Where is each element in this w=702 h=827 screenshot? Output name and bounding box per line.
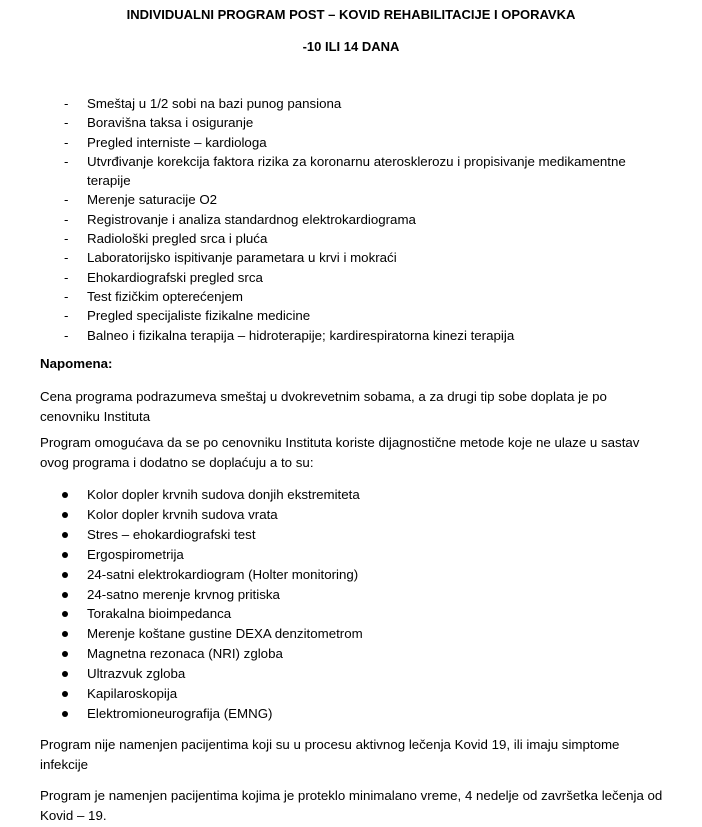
bullet-dot-icon <box>62 691 68 697</box>
included-service-item <box>0 287 660 306</box>
bullet-dot-icon <box>62 532 68 538</box>
included-service-text: Registrovanje i analiza standardnog elektrokardiograma <box>87 211 416 227</box>
extra-diagnostic-text: 24-satni elektrokardiogram (Holter monitoring) <box>87 566 359 582</box>
extra-diagnostic-text: Torakalna bioimpedanca <box>87 606 232 622</box>
bullet-dot-icon <box>62 492 68 498</box>
extra-diagnostics-list <box>0 485 660 724</box>
included-service-text: Pregled specijaliste fizikalne medicine <box>87 308 311 324</box>
note-paragraph-extras: Program omogućava da se po cenovniku Instituta koriste dijagnostične metode koje ne ulaze u sastav ovog programa i dodatno se doplaćuju a to su: <box>40 435 640 470</box>
dash-marker: - <box>64 269 69 285</box>
extra-diagnostic-text: Kapilaroskopija <box>87 686 178 702</box>
closing-paragraph-exclusion: Program nije namenjen pacijentima koji su u procesu aktivnog lečenja Kovid 19, ili imaju simptome infekcije <box>40 737 620 772</box>
closing-paragraph-eligibility: Program je namenjen pacijentima kojima je proteklo minimalano vreme, 4 nedelje od završetka lečenja od Kovid – 19. <box>40 788 663 823</box>
included-service-text: Radiološki pregled srca i pluća <box>87 231 268 247</box>
extra-diagnostic-text: Kolor dopler krvnih sudova vrata <box>87 506 278 522</box>
included-service-text: Boravišna taksa i osiguranje <box>87 115 254 131</box>
extra-diagnostic-text: Elektromioneurografija (EMNG) <box>87 705 273 721</box>
dash-marker: - <box>64 231 69 247</box>
extra-diagnostic-text: 24-satno merenje krvnog pritiska <box>87 586 280 602</box>
included-service-text: Balneo i fizikalna terapija – hidroterapije; kardirespiratorna kinezi terapija <box>87 327 515 343</box>
bullet-dot-icon <box>62 631 68 637</box>
dash-marker: - <box>64 115 69 131</box>
extra-diagnostic-text: Magnetna rezonaca (NRI) zgloba <box>87 646 283 662</box>
included-service-text: Merenje saturacije O2 <box>87 192 218 208</box>
extra-diagnostic-item <box>0 604 660 624</box>
document-title: INDIVIDUALNI PROGRAM POST – KOVID REHABILITACIJE I OPORAVKA <box>126 7 576 22</box>
extra-diagnostic-item <box>0 684 660 704</box>
bullet-dot-icon <box>62 592 68 598</box>
bullet-dot-icon <box>62 572 68 578</box>
included-service-item <box>0 248 660 267</box>
included-service-text: Pregled interniste – kardiologa <box>87 134 267 150</box>
dash-marker: - <box>64 308 69 324</box>
extra-diagnostic-item <box>0 485 660 505</box>
extra-diagnostic-text: Stres – ehokardiografski test <box>87 526 256 542</box>
included-service-text: Smeštaj u 1/2 sobi na bazi punog pansiona <box>87 96 342 111</box>
extra-diagnostic-item <box>0 525 660 545</box>
included-service-item <box>0 306 660 325</box>
bullet-dot-icon <box>62 611 68 617</box>
bullet-dot-icon <box>62 552 68 558</box>
extra-diagnostic-text: Ergospirometrija <box>87 546 184 562</box>
dash-marker: - <box>64 192 69 208</box>
dash-marker: - <box>64 134 69 150</box>
document-subtitle: -10 ILI 14 DANA <box>302 39 400 54</box>
dash-marker: - <box>64 250 69 266</box>
note-heading: Napomena: <box>40 356 113 371</box>
extra-diagnostic-item <box>0 585 660 605</box>
extra-diagnostic-item <box>0 565 660 585</box>
included-service-item <box>0 326 660 345</box>
included-service-item <box>0 113 660 132</box>
extra-diagnostic-text: Kolor dopler krvnih sudova donjih ekstremiteta <box>87 487 360 502</box>
included-service-item <box>0 94 660 113</box>
included-services-list <box>0 94 660 345</box>
bullet-dot-icon <box>62 671 68 677</box>
extra-diagnostic-item <box>0 545 660 565</box>
extra-diagnostic-item <box>0 704 660 724</box>
included-service-item <box>0 190 660 209</box>
dash-marker: - <box>64 96 69 111</box>
extra-diagnostic-item <box>0 644 660 664</box>
bullet-dot-icon <box>62 512 68 518</box>
included-service-item <box>0 210 660 229</box>
extra-diagnostic-item <box>0 624 660 644</box>
included-service-item <box>0 229 660 248</box>
included-service-item <box>0 268 660 287</box>
included-service-text: Ehokardiografski pregled srca <box>87 269 263 285</box>
dash-marker: - <box>64 211 69 227</box>
dash-marker: - <box>64 327 69 343</box>
extra-diagnostic-item <box>0 664 660 684</box>
included-service-item <box>0 152 660 191</box>
included-service-text: Laboratorijsko ispitivanje parametara u krvi i mokraći <box>87 250 397 266</box>
extra-diagnostic-text: Ultrazvuk zgloba <box>87 666 186 682</box>
included-service-text: Utvrđivanje korekcija faktora rizika za koronarnu aterosklerozu i propisivanje medikamentne terapije <box>87 153 626 189</box>
extra-diagnostic-item <box>0 505 660 525</box>
note-paragraph-room: Cena programa podrazumeva smeštaj u dvokrevetnim sobama, a za drugi tip sobe doplata je po cenovniku Instituta <box>40 389 607 424</box>
extra-diagnostic-text: Merenje koštane gustine DEXA denzitometrom <box>87 626 363 642</box>
dash-marker: - <box>64 288 69 304</box>
dash-marker: - <box>64 153 69 169</box>
included-service-item <box>0 133 660 152</box>
bullet-dot-icon <box>62 711 68 717</box>
included-service-text: Test fizičkim opterećenjem <box>87 288 243 304</box>
bullet-dot-icon <box>62 651 68 657</box>
